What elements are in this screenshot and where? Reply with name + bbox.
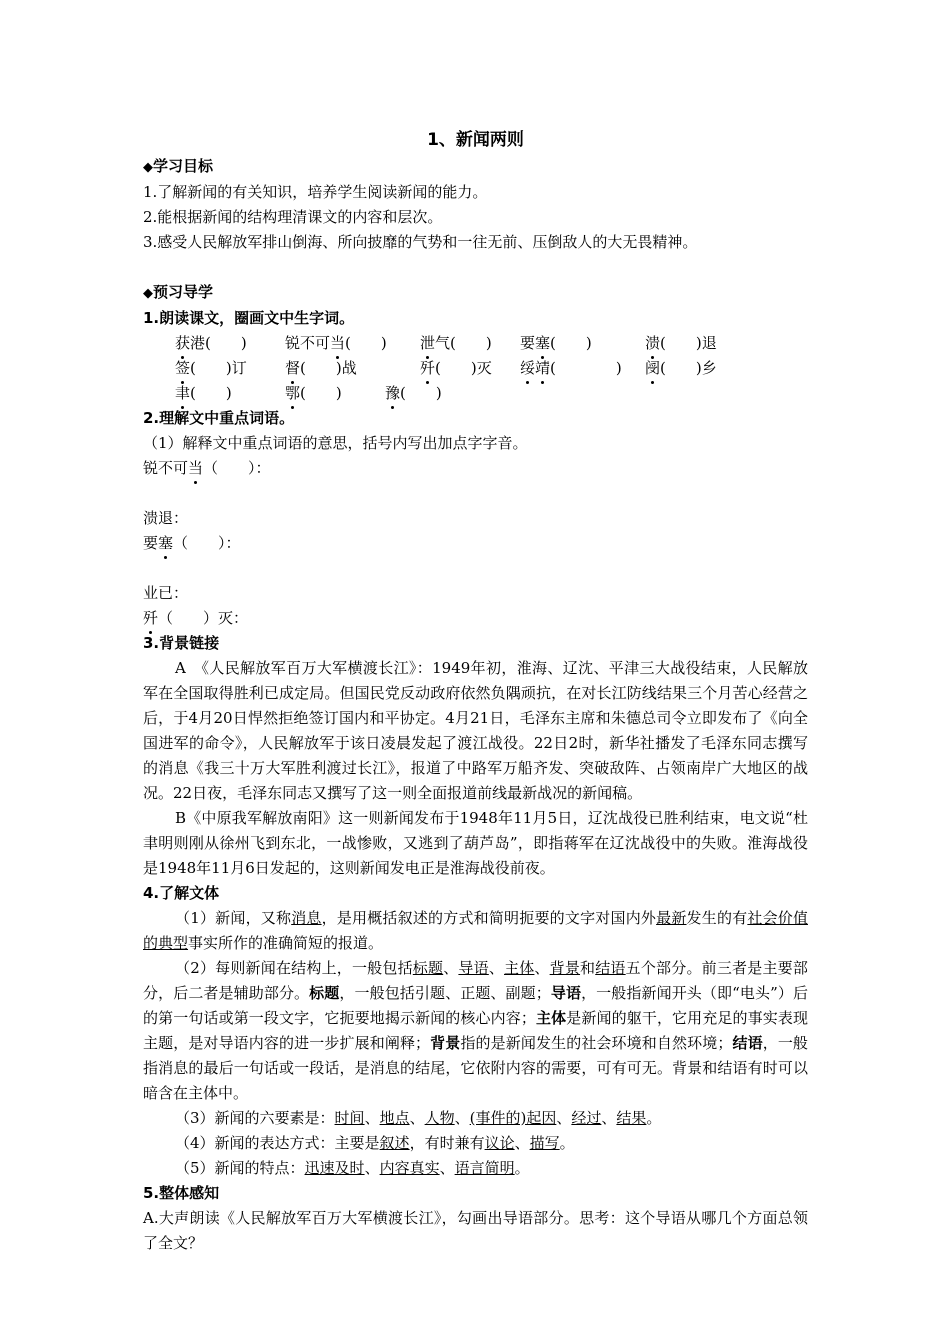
word-item: 歼（ ）灭： xyxy=(143,606,808,631)
section-5-title: 5.整体感知 xyxy=(143,1184,220,1202)
section-4-title: 4.了解文体 xyxy=(143,884,220,902)
document-page xyxy=(143,128,808,1256)
word-item: 锐不可当（ ）： xyxy=(143,456,808,481)
word-item: 要塞（ ）： xyxy=(143,531,808,556)
genre-para-4: （4）新闻的表达方式：主要是叙述，有时兼有议论、描写。 xyxy=(175,1134,575,1152)
char-row-1: 获港( ) 锐不可当( ) 泄气( ) 要塞( ) 溃( )退 xyxy=(143,331,808,356)
goal-item: 2.能根据新闻的结构理清课文的内容和层次。 xyxy=(143,208,443,226)
genre-para-3: （3）新闻的六要素是：时间、地点、人物、(事件的)起因、经过、结果。 xyxy=(175,1109,662,1127)
genre-para-2: （2）每则新闻在结构上，一般包括标题、导语、主体、背景和结语五个部分。前三者是主要部分，后二者是辅助部分。标题，一般包括引题、正题、副题；导语，一般指新闻开头（即“电头”）后的第一句话或第一段文字，它扼要地揭示新闻的核心内容；主体是新闻的躯干，它用充足的事实表现主题，是对导语内容的进一步扩展和阐释；背景指的是新闻发生的社会环境和自然环境；结语，一般指消息的最后一句话或一段话，是消息的结尾，它依附内容的需要，可有可无。背景和结语有时可以暗含在主体中。 xyxy=(143,959,808,1102)
goals-heading: ◆学习目标 xyxy=(143,157,214,175)
section-3-title: 3.背景链接 xyxy=(143,634,220,652)
section-2-title: 2.理解文中重点词语。 xyxy=(143,409,295,427)
word-item: 业已： xyxy=(143,584,189,602)
overview-question: A.大声朗读《人民解放军百万大军横渡长江》，勾画出导语部分。思考：这个导语从哪几个方面总领了全文？ xyxy=(143,1209,808,1252)
diamond-bullet-icon: ◆ xyxy=(143,160,153,175)
document-title: 1、新闻两则 xyxy=(427,130,524,150)
section-2-subtitle: （1）解释文中重点词语的意思，括号内写出加点字字音。 xyxy=(143,434,528,452)
background-b: B《中原我军解放南阳》这一则新闻发布于1948年11月5日，辽沈战役已胜利结束，电文说“杜聿明则刚从徐州飞到东北，一战惨败，又逃到了葫芦岛”，即指蒋军在辽沈战役中的失败。淮海战役是1948年11月6日发起的，这则新闻发电正是淮海战役前夜。 xyxy=(143,809,808,877)
goal-item: 3.感受人民解放军排山倒海、所向披靡的气势和一往无前、压倒敌人的大无畏精神。 xyxy=(143,233,698,251)
word-item: 溃退： xyxy=(143,509,189,527)
goal-item: 1.了解新闻的有关知识，培养学生阅读新闻的能力。 xyxy=(143,183,488,201)
preview-heading: ◆预习导学 xyxy=(143,283,214,301)
char-row-3: 聿( ) 鄂( ) 豫( ) xyxy=(143,381,808,406)
diamond-bullet-icon: ◆ xyxy=(143,286,153,301)
char-row-2: 签( )订 督( )战 歼( )灭 绥靖( ) 阌( )乡 xyxy=(143,356,808,381)
background-a: A 《人民解放军百万大军横渡长江》：1949年初，淮海、辽沈、平津三大战役结束，人民解放军在全国取得胜利已成定局。但国民党反动政府依然负隅顽抗，在对长江防线结果三个月苦心经营之后，于4月20日悍然拒绝签订国内和平协定。4月21日，毛泽东主席和朱德总司令立即发布了《向全国进军的命令》，人民解放军于该日凌晨发起了渡江战役。22日2时，新华社播发了毛泽东同志撰写的消息《我三十万大军胜利渡过长江》，报道了中路军万船齐发、突破敌阵、占领南岸广大地区的战况。22日夜，毛泽东同志又撰写了这一则全面报道前线最新战况的新闻稿。 xyxy=(143,659,808,802)
genre-para-5: （5）新闻的特点：迅速及时、内容真实、语言简明。 xyxy=(175,1159,530,1177)
section-1-title: 1.朗读课文，圈画文中生字词。 xyxy=(143,309,355,327)
genre-para-1: （1）新闻，又称消息，是用概括叙述的方式和简明扼要的文字对国内外最新发生的有社会价值的典型事实所作的准确简短的报道。 xyxy=(143,909,808,952)
